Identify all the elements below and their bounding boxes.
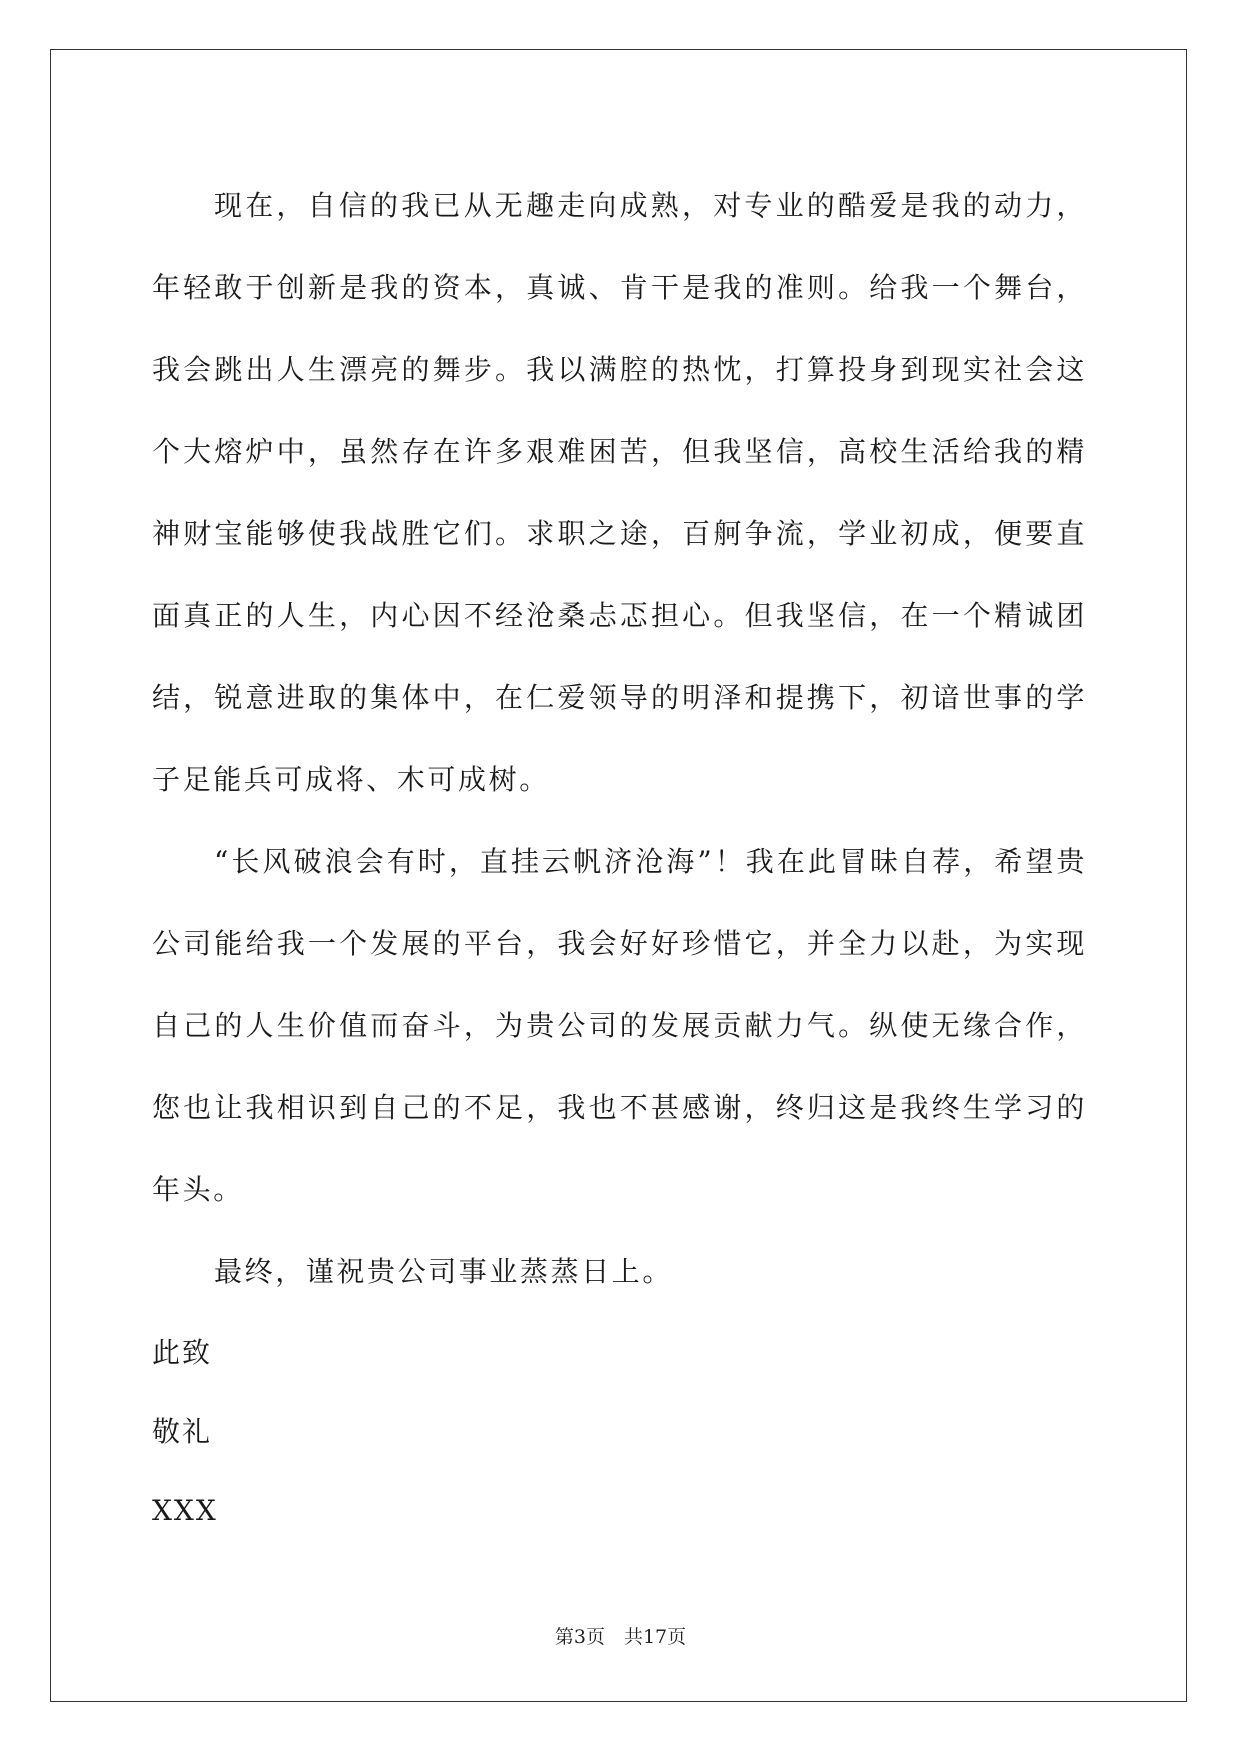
paragraph-3: 最终，谨祝贵公司事业蒸蒸日上。 (214, 1255, 674, 1288)
salutation-line: 敬礼 (152, 1415, 213, 1448)
paragraph-1: 现在，自信的我已从无趣走向成熟，对专业的酷爱是我的动力，年轻敢于创新是我的资本，真诚、肯干是我的准则。给我一个舞台，我会跳出人生漂亮的舞步。我以满腔的热忱，打算投身到现实社会这个大熔炉中，虽然存在许多艰难困苦，但我坚信，高校生活给我的精神财宝能够使我战胜它们。求职之途，百舸争流，学业初成，便要直面真正的人生，内心因不经沧桑忐忑担心。但我坚信，在一个精诚团结，锐意进取的集体中，在仁爱领导的明泽和提携下，初谙世事的学子足能兵可成将、木可成树。 (152, 189, 1087, 796)
letter-body (152, 165, 1087, 1550)
closing-line: 此致 (152, 1336, 213, 1369)
paragraph-2: “长风破浪会有时，直挂云帆济沧海”！我在此冒昧自荐，希望贵公司能给我一个发展的平台，我会好好珍惜它，并全力以赴，为实现自己的人生价值而奋斗，为贵公司的发展贡献力气。纵使无缘合作，您也让我相识到自己的不足，我也不甚感谢，终归这是我终生学习的年头。 (152, 845, 1087, 1206)
signature: XXX (152, 1494, 218, 1527)
page-number: 第3页 共17页 (554, 1626, 687, 1648)
